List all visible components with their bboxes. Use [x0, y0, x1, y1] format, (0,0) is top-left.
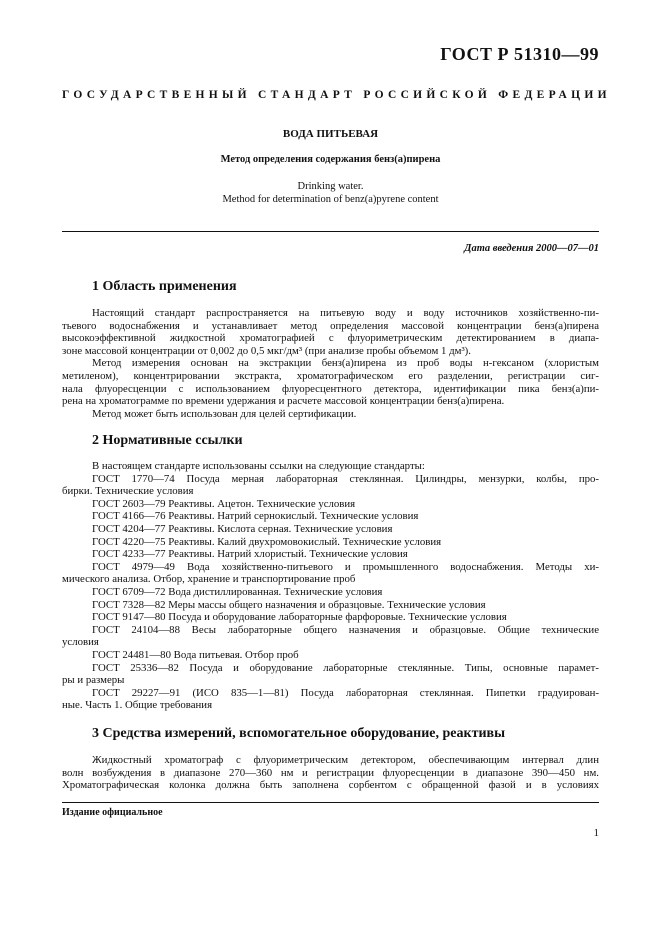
english-title-line: Drinking water. [297, 181, 364, 192]
reference-line: ные. Часть 1. Общие требования [62, 699, 213, 712]
reference-line: ГОСТ 25336—82 Посуда и оборудование лабораторные стеклянные. Типы, основные парамет- [92, 661, 599, 674]
section-heading: 3 Средства измерений, вспомогательное оборудование, реактивы [92, 726, 505, 741]
page-number: 1 [593, 827, 599, 839]
text-line: нала флуоресценции с использованием флуоресцентного детектора, идентификации пика бенз(а)пи- [62, 382, 599, 395]
english-title-line: Method for determination of benz(a)pyrene content [222, 193, 439, 205]
reference-line: ГОСТ 6709—72 Вода дистиллированная. Технические условия [92, 585, 383, 598]
gost-number: ГОСТ Р 51310—99 [440, 44, 599, 64]
text-line: тьевого водоснабжения и устанавливает метод определения массовой концентрации бенз(а)пирена [62, 319, 599, 332]
date-of-introduction: Дата введения 2000—07—01 [464, 243, 599, 254]
section-body [62, 754, 599, 792]
text-line: рена на хроматограмме по времени удержания и расчете массовой концентрации бенз(а)пирена. [62, 395, 505, 408]
reference-line: ГОСТ 29227—91 (ИСО 835—1—81) Посуда лабораторная стеклянная. Пипетки градуирован- [92, 686, 599, 699]
reference-lines [62, 473, 599, 712]
reference-line: мического анализа. Отбор, хранение и транспортирование проб [62, 573, 356, 586]
reference-line: ГОСТ 4204—77 Реактивы. Кислота серная. Технические условия [92, 522, 393, 535]
reference-line: ГОСТ 4233—77 Реактивы. Натрий хлористый. Технические условия [92, 548, 408, 561]
official-edition-label: Издание официальное [62, 807, 163, 818]
section-heading: 1 Область применения [92, 279, 237, 294]
section-heading: 2 Нормативные ссылки [92, 433, 243, 448]
reference-line: ГОСТ 1770—74 Посуда мерная лабораторная стеклянная. Цилиндры, мензурки, колбы, про- [92, 472, 599, 485]
text-line: Хроматографическая колонка должна быть заполнена сорбентом с обращенной фазой и в условиях [62, 779, 599, 792]
reference-line: ГОСТ 2603—79 Реактивы. Ацетон. Технические условия [92, 497, 356, 510]
text-line: Метод может быть использован для целей сертификации. [92, 407, 357, 420]
reference-line: ГОСТ 4979—49 Вода хозяйственно-питьевого и промышленного водоснабжения. Методы хи- [92, 560, 599, 573]
text-line: Жидкостный хроматограф с флуориметрическим детектором, обеспечивающим интервал длин [92, 754, 599, 766]
text-line: Настоящий стандарт распространяется на питьевую воду и воду источников хозяйственно-пи- [92, 307, 599, 319]
text-line: волн возбуждения в диапазоне 270—360 нм и регистрации флуоресценции в диапазоне 390—450 нм. [62, 766, 599, 779]
references-list [62, 460, 599, 712]
reference-line: ГОСТ 4220—75 Реактивы. Калий двухромовокислый. Технические условия [92, 535, 442, 548]
state-standard-banner: ГОСУДАРСТВЕННЫЙ СТАНДАРТ РОССИЙСКОЙ ФЕДЕРАЦИИ [62, 89, 611, 101]
reference-line: ГОСТ 9147—80 Посуда и оборудование лабораторные фарфоровые. Технические условия [92, 611, 507, 624]
header-divider [62, 231, 599, 232]
english-title [0, 181, 661, 206]
text-line: зоне массовой концентрации от 0,002 до 0,5 мкг/дм³ (при анализе пробы объемом 1 дм³). [62, 344, 471, 357]
document-title: ВОДА ПИТЬЕВАЯ [282, 128, 379, 140]
text-line: высокоэффективной жидкостной хроматографией с флуориметрическим детектированием в диапа- [62, 332, 599, 345]
reference-line: ры и размеры [62, 674, 125, 687]
reference-line: ГОСТ 7328—82 Меры массы общего назначения и образцовые. Технические условия [92, 598, 486, 611]
document-subtitle: Метод определения содержания бенз(а)пирена [220, 154, 441, 165]
footer-divider [62, 802, 599, 803]
text-line: В настоящем стандарте использованы ссылки на следующие стандарты: [92, 460, 425, 472]
reference-line: ГОСТ 24481—80 Вода питьевая. Отбор проб [92, 648, 299, 661]
reference-line: ГОСТ 24104—88 Весы лабораторные общего назначения и образцовые. Общие технические [92, 623, 599, 636]
section-body [62, 307, 599, 420]
reference-line: ГОСТ 4166—76 Реактивы. Натрий сернокислый. Технические условия [92, 510, 419, 523]
text-line: метиленом), концентрировании экстракта, хроматографическом его разделении, регистрации сиг- [62, 369, 599, 382]
text-line: Метод измерения основан на экстракции бенз(а)пирена из проб воды н-гексаном (хлористым [92, 357, 599, 370]
reference-line: бирки. Технические условия [62, 485, 194, 498]
reference-line: условия [62, 636, 99, 649]
